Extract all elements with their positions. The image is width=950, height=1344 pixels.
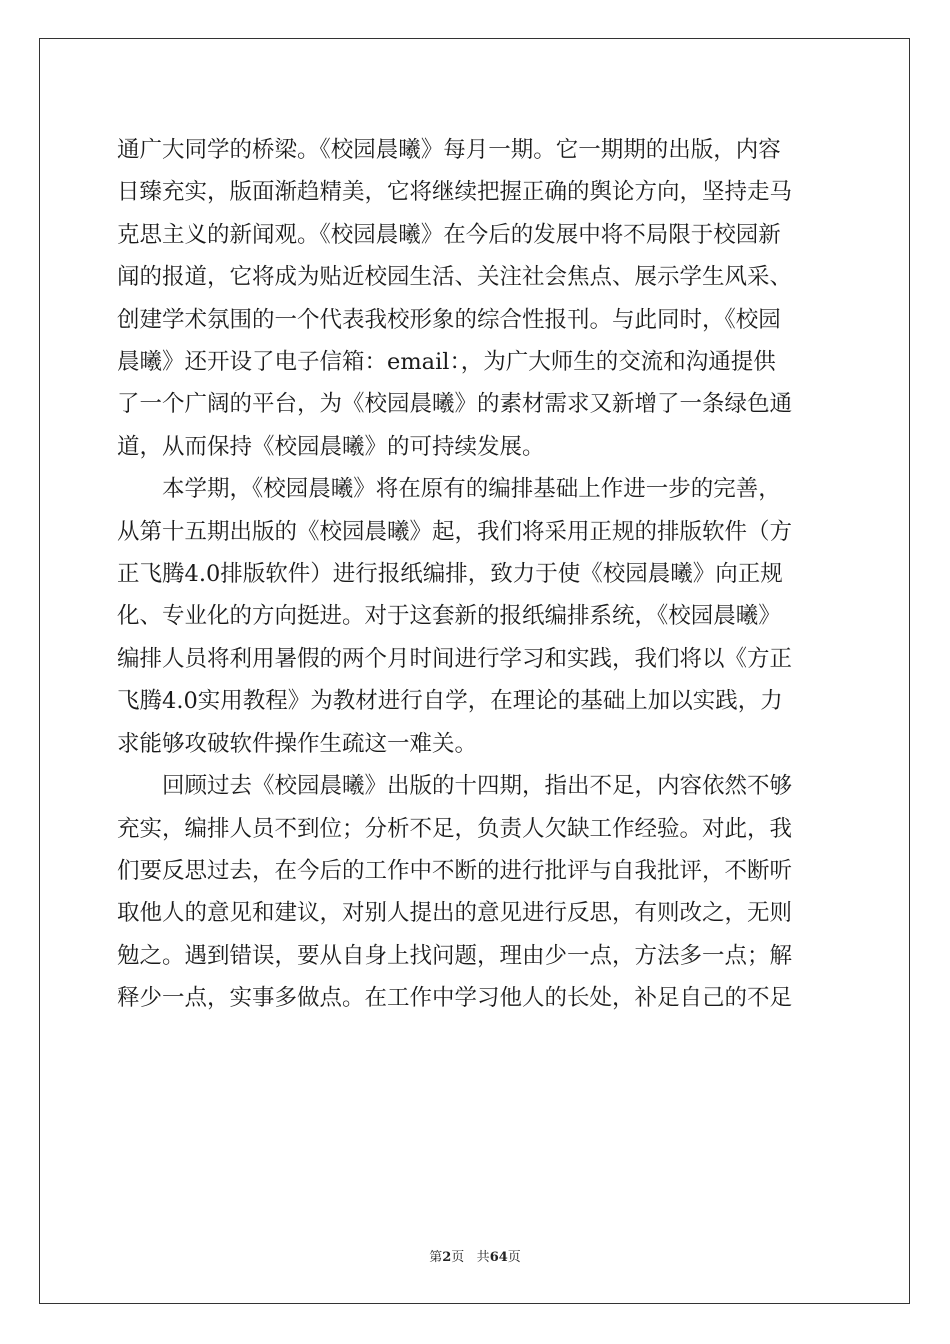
text-line: 本学期，《校园晨曦》将在原有的编排基础上作进一步的完善， [162, 476, 781, 503]
text-line: 从第十五期出版的《校园晨曦》起，我们将采用正规的排版软件（方 [117, 518, 793, 545]
document-body [117, 129, 833, 1020]
total-pages-number: 64 [489, 1250, 508, 1265]
current-page-number: 2 [442, 1250, 452, 1265]
page-footer [0, 1246, 950, 1265]
text-line: 们要反思过去，在今后的工作中不断的进行批评与自我批评，不断听 [117, 857, 793, 884]
text-line: 编排人员将利用暑假的两个月时间进行学习和实践，我们将以《方正 [117, 645, 793, 672]
text-line: 克思主义的新闻观。《校园晨曦》在今后的发展中将不局限于校园新 [117, 221, 781, 248]
page-unit: 页 [451, 1250, 465, 1265]
text-line: 日臻充实，版面渐趋精美，它将继续把握正确的舆论方向，坚持走马 [117, 179, 793, 206]
text-line: 了一个广阔的平台，为《校园晨曦》的素材需求又新增了一条绿色通 [117, 391, 793, 418]
paragraph-2 [117, 468, 833, 765]
text-line: 道，从而保持《校园晨曦》的可持续发展。 [117, 433, 545, 460]
paragraph-1 [117, 129, 833, 468]
text-line: 创建学术氛围的一个代表我校形象的综合性报刊。与此同时，《校园 [117, 306, 781, 333]
text-line: 闻的报道，它将成为贴近校园生活、关注社会焦点、展示学生风采、 [117, 264, 793, 291]
text-line: 释少一点，实事多做点。在工作中学习他人的长处，补足自己的不足 [117, 985, 793, 1012]
text-line: 化、专业化的方向挺进。对于这套新的报纸编排系统，《校园晨曦》 [117, 603, 781, 630]
text-line: 求能够攻破软件操作生疏这一难关。 [117, 730, 478, 757]
paragraph-3 [117, 765, 833, 1019]
text-line: 晨曦》还开设了电子信箱：email：，为广大师生的交流和沟通提供 [117, 349, 776, 376]
text-line: 勉之。遇到错误，要从自身上找问题，理由少一点，方法多一点；解 [117, 942, 793, 969]
text-line: 取他人的意见和建议，对别人提出的意见进行反思，有则改之，无则 [117, 900, 793, 927]
text-line: 正飞腾4.0排版软件）进行报纸编排，致力于使《校园晨曦》向正规 [117, 561, 783, 588]
page-prefix: 第 [429, 1250, 443, 1265]
total-prefix: 共 [476, 1250, 490, 1265]
total-unit: 页 [507, 1250, 521, 1265]
text-line: 飞腾4.0实用教程》为教材进行自学，在理论的基础上加以实践，力 [117, 688, 783, 715]
text-line: 通广大同学的桥梁。《校园晨曦》每月一期。它一期期的出版，内容 [117, 137, 781, 163]
text-line: 充实，编排人员不到位；分析不足，负责人欠缺工作经验。对此，我 [117, 815, 793, 842]
text-line: 回顾过去《校园晨曦》出版的十四期，指出不足，内容依然不够 [162, 773, 793, 800]
